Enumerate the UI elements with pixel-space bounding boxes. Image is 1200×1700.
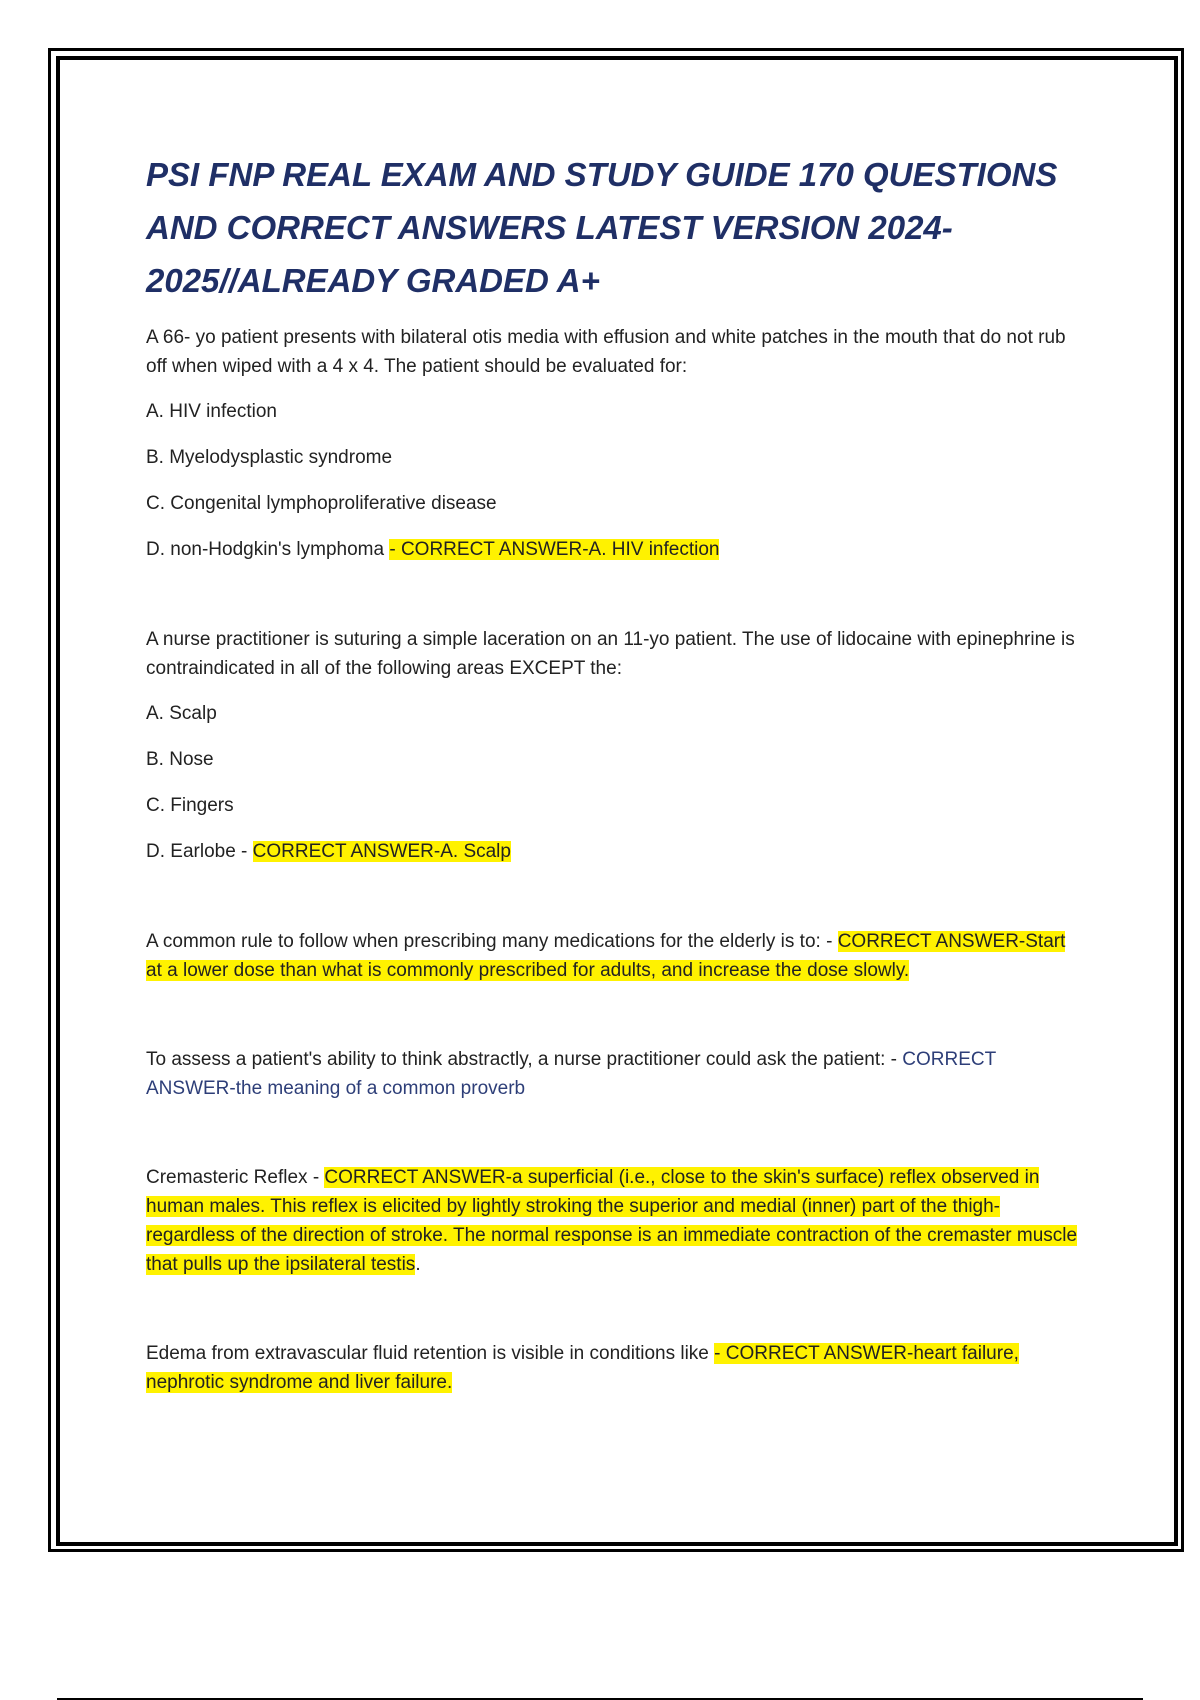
question-3-text	[146, 927, 1086, 985]
question-2-option-d: D. Earlobe -	[146, 841, 253, 862]
question-5-text	[146, 1163, 1086, 1279]
question-5	[146, 1163, 1086, 1279]
question-1-answer: - CORRECT ANSWER-A. HIV infection	[389, 539, 720, 560]
question-5-stem: Cremasteric Reflex -	[146, 1167, 325, 1188]
question-2-answer: CORRECT ANSWER-A. Scalp	[252, 841, 511, 862]
question-2-option-c: C. Fingers	[146, 795, 234, 816]
question-6-stem: Edema from extravascular fluid retention is visible in conditions like	[146, 1343, 715, 1364]
question-2-option-a: A. Scalp	[146, 703, 217, 724]
question-6-answer: - CORRECT ANSWER-heart failure, nephrotic syndrome and liver failure.	[146, 1343, 1019, 1393]
question-6-text	[146, 1339, 1086, 1397]
question-1-option-b: B. Myelodysplastic syndrome	[146, 447, 393, 468]
question-3	[146, 927, 1086, 985]
question-1	[146, 323, 1086, 564]
question-4-answer: CORRECT ANSWER-the meaning of a common proverb	[146, 1049, 996, 1099]
question-1-option-c: C. Congenital lymphoproliferative disease	[146, 493, 497, 514]
question-3-stem: A common rule to follow when prescribing many medications for the elderly is to: -	[146, 931, 838, 952]
document-body	[146, 148, 1086, 1413]
question-1-stem: A 66- yo patient presents with bilateral otis media with effusion and white patches in the mouth that do not rub off when wiped with a 4 x 4. The patient should be evaluated for:	[146, 327, 1066, 377]
question-4-text	[146, 1045, 1086, 1103]
question-2-option-d-line	[146, 837, 1086, 866]
question-5-tail: .	[415, 1254, 421, 1275]
question-3-answer: CORRECT ANSWER-Start at a lower dose than what is commonly prescribed for adults, and increase the dose slowly.	[146, 931, 1066, 981]
question-4-stem: To assess a patient's ability to think abstractly, a nurse practitioner could ask the patient: -	[146, 1049, 903, 1070]
question-1-option-d: D. non-Hodgkin's lymphoma	[146, 539, 390, 560]
question-6	[146, 1339, 1086, 1397]
question-2	[146, 625, 1086, 866]
question-1-option-d-line	[146, 535, 1086, 564]
question-1-option-a: A. HIV infection	[146, 401, 277, 422]
question-5-answer: CORRECT ANSWER-a superficial (i.e., close to the skin's surface) reflex observed in human males. This reflex is elicited by lightly stroking the superior and medial (inner) part of the thigh-regardless of the direction of stroke. The normal response is an immediate contraction of the cremaster muscle that pulls up the ipsilateral testis	[146, 1167, 1078, 1275]
question-2-stem: A nurse practitioner is suturing a simple laceration on an 11-yo patient. The use of lidocaine with epinephrine is contraindicated in all of the following areas EXCEPT the:	[146, 629, 1075, 679]
question-2-option-b: B. Nose	[146, 749, 214, 770]
document-title: PSI FNP REAL EXAM AND STUDY GUIDE 170 QUESTIONS AND CORRECT ANSWERS LATEST VERSION 2024-2025//ALREADY GRADED A+	[146, 156, 1058, 299]
question-4	[146, 1045, 1086, 1103]
